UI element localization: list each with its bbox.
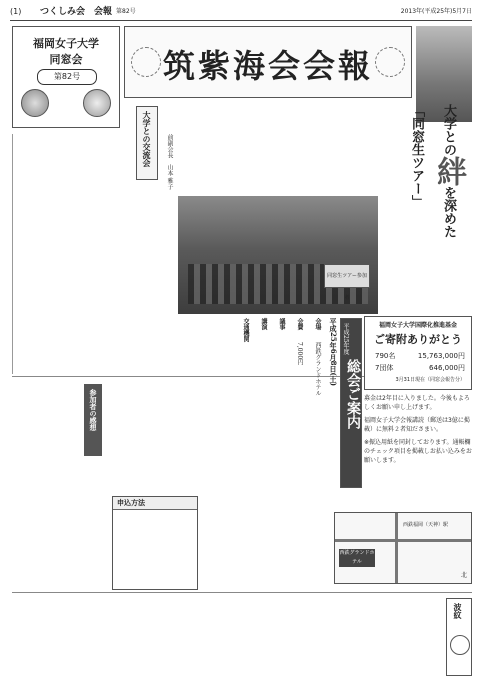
- group-photo: [178, 196, 378, 314]
- publication-date: 2013年(平成25年)5月7日: [400, 8, 472, 15]
- photo-sign: 同窓生ツアー参加者: [324, 264, 370, 288]
- assembly-info: [198, 318, 338, 518]
- assembly-program-label: 議事: [278, 318, 285, 330]
- assembly-fee: 7,000円: [296, 342, 303, 366]
- donation-row-individuals: [375, 351, 465, 361]
- feature-title-line3: 「同窓生ツアー」: [409, 104, 424, 208]
- text-column-bottom: [12, 596, 442, 676]
- feature-title-big: 絆: [431, 156, 466, 186]
- assembly-title: 総会ご案内: [345, 358, 361, 429]
- participants-label: 参加者の感想: [89, 389, 98, 431]
- section-label-box: [136, 106, 158, 180]
- feature-title-line2: を深めた: [441, 186, 456, 238]
- feature-title-line1: 大学との: [441, 104, 456, 156]
- map-north: 北: [460, 572, 467, 579]
- notice-text-1: 募金は2年目に入りました。今後もよろしくお願い申し上げます。: [364, 395, 470, 411]
- donation-note: 3月31日現在（同窓会報告分）: [395, 377, 465, 383]
- masthead-title-box: [124, 26, 412, 98]
- section-label: 大学との交流会: [142, 111, 152, 167]
- map-road-vertical: [395, 513, 398, 583]
- ripple-icon: [450, 635, 470, 655]
- text-column-photo-side: [126, 196, 174, 316]
- newsletter-title: 筑紫海会会報: [162, 47, 373, 85]
- notice-text-3: ※振込用紙を同封しております。通帳欄のチェック項目を掲載しお払い込みをお願いします。: [364, 439, 472, 464]
- donation-notice: [364, 394, 472, 512]
- masthead-org-box: [12, 26, 120, 128]
- donation-row1-count: 790名: [375, 352, 396, 360]
- column-label: 波紋: [453, 603, 463, 619]
- donation-row2-amount: 646,000円: [429, 364, 465, 372]
- donation-row1-amount: 15,763,000円: [417, 352, 465, 360]
- university-crest-icon: [21, 89, 49, 117]
- map-station: 西鉄福岡（天神）駅: [403, 522, 449, 528]
- assembly-title-box: [340, 318, 362, 488]
- header-rule: [10, 20, 472, 21]
- running-header: [10, 6, 472, 18]
- text-column-lower-mid: [198, 520, 330, 592]
- assembly-access-label: 交通機関: [242, 318, 249, 342]
- bottom-rule: [12, 592, 472, 593]
- org-line-1: 福岡女子大学: [33, 37, 99, 50]
- application-title: 申込方法: [113, 497, 197, 510]
- participants-label-box: [84, 384, 102, 456]
- donation-lead: 福岡女子大学国際化推進基金: [378, 322, 457, 329]
- page-number: (1): [10, 7, 22, 16]
- donation-box: [364, 316, 472, 390]
- donation-row2-count: 7団体: [375, 364, 394, 372]
- ornament-right-icon: [375, 47, 405, 77]
- map-road-horizontal: [335, 539, 471, 542]
- donation-title: ご寄附ありがとう: [374, 333, 462, 346]
- org-line-2: 同窓会: [49, 53, 83, 66]
- assembly-venue: 西鉄グランドホテル: [314, 342, 321, 396]
- assembly-date: 平成25年6月8日(土): [329, 318, 338, 387]
- column-label-box: [446, 598, 472, 676]
- paper-name: つくしみ会 会報: [40, 7, 113, 17]
- article-author: 前副会長 山本 雅子: [166, 134, 173, 190]
- assembly-venue-label: 会場: [314, 318, 321, 330]
- application-box: [112, 496, 198, 590]
- access-map: [334, 512, 472, 584]
- donation-row-groups: [375, 363, 465, 373]
- ornament-left-icon: [131, 47, 161, 77]
- assembly-lecture-label: 講演: [260, 318, 267, 330]
- notice-text-2: 福岡女子大学会報講読（郵送は3億に掲載）に無料２者知ださまい。: [364, 417, 470, 433]
- assembly-fee-label: 会費: [296, 318, 303, 330]
- map-hotel: 西鉄グランドホテル: [339, 550, 375, 565]
- issue-number-small: 第82号: [116, 8, 136, 15]
- alumni-crest-icon: [83, 89, 111, 117]
- assembly-year: 平成25年度: [342, 323, 349, 355]
- text-column-left: [12, 134, 123, 374]
- issue-badge: 第82号: [37, 69, 97, 85]
